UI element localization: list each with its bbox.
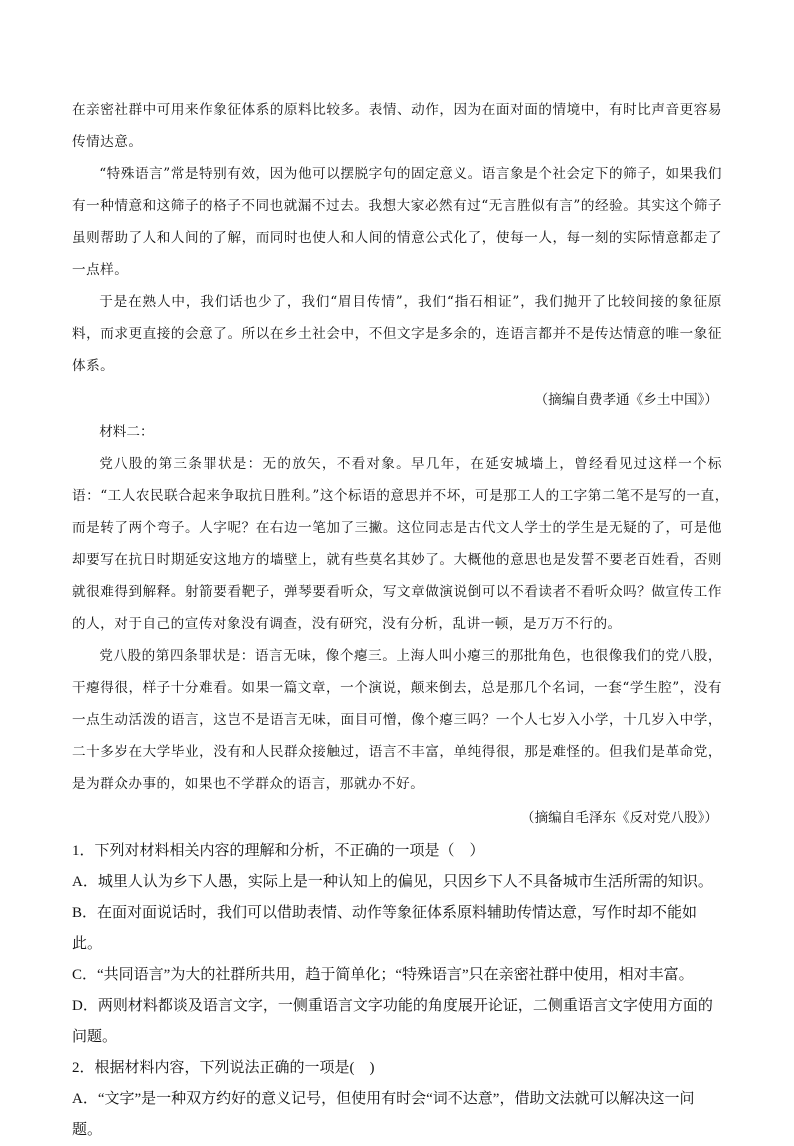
paragraph-intimate-community: 在亲密社群中可用来作象征体系的原料比较多。表情、动作，因为在面对面的情境中，有时比声音更容易传情达意。 [72, 102, 722, 150]
question-1-option-d: D．两则材料都谈及语言文字，一侧重语言文字功能的角度展开论证，二侧重语言文字使用方面的问题。 [72, 998, 713, 1045]
source-citation-two: （摘编自毛泽东《反对党八股》） [520, 810, 718, 826]
material-two-label: 材料二： [99, 424, 154, 440]
source-citation-one: （摘编自费孝通《乡土中国》） [534, 392, 718, 408]
material-two [72, 416, 737, 834]
questions-section [72, 836, 722, 1146]
question-1-option-b: B．在面对面说话时，我们可以借助表情、动作等象征体系原料辅助传情达意，写作时却不能如此。 [72, 905, 698, 952]
question-2-stem: 2．根据材料内容，下列说法正确的一项是( ) [72, 1060, 375, 1076]
question-2-option-a: A．“文字”是一种双方约好的意义记号，但使用有时会“词不达意”，借助文法就可以解决这一问题。 [72, 1091, 695, 1138]
material-one [72, 94, 722, 416]
paragraph-third-charge: 党八股的第三条罪状是：无的放矢，不看对象。早几年，在延安城墙上，曾经看见过这样一个标语：“工人农民联合起来争取抗日胜利。”这个标语的意思并不坏，可是那工人的工字第二笔不是写的一直， 而是转了两个弯子。人字呢？在右边一笔加了三撇。这位同志是古代文人学士的学生是无疑的了，可是他却要写在抗日时期延安这地方的墙壁上，就有些莫名其妙了。大概他的意思也是发誓不要老百姓看，否则就很难得到解释。射箭要看靶子，弹琴要看听众，写文章做演说倒可以不看读者不看听众吗？做宣传工作的人，对于自己的宣传对象没有调查，没有研究，没有分析，乱讲一顿，是万万不行的。 [72, 456, 737, 632]
paragraph-special-language: “特殊语言”常是特别有效，因为他可以摆脱字句的固定意义。语言象是个社会定下的筛子，如果我们有一种情意和这筛子的格子不同也就漏不过去。我想大家必然有过“无言胜似有言”的经验。其实这个筛子虽则帮助了人和人间的了解，而同时也使人和人间的情意公式化了，使每一人，每一刻的实际情意都走了一点样。 [72, 166, 722, 278]
question-1-stem: 1．下列对材料相关内容的理解和分析，不正确的一项是（ ） [72, 843, 485, 859]
question-1-option-a: A．城里人认为乡下人愚，实际上是一种认知上的偏见，只因乡下人不具备城市生活所需的知识。 [72, 874, 713, 890]
paragraph-fourth-charge: 党八股的第四条罪状是：语言无味，像个瘪三。上海人叫小瘪三的那批角色，也很像我们的党八股，干瘪得很，样子十分难看。如果一篇文章，一个演说，颠来倒去，总是那几个名词，一套“学生腔”，没有一点生动活泼的语言，这岂不是语言无味，面目可憎，像个瘪三吗？一个人七岁入小学，十几岁入中学，二十多岁在大学毕业，没有和人民群众接触过，语言不丰富，单纯得很，那是难怪的。但我们是革命党，是为群众办事的，如果也不学群众的语言，那就办不好。 [72, 648, 722, 792]
paragraph-acquaintances: 于是在熟人中，我们话也少了，我们“眉目传情”，我们“指石相证”，我们抛开了比较间接的象征原料，而求更直接的会意了。所以在乡土社会中，不但文字是多余的，连语言都并不是传达情意的唯一象征体系。 [72, 294, 722, 374]
question-1-option-c: C．“共同语言”为大的社群所共用，趋于简单化；“特殊语言”只在亲密社群中使用，相对丰富。 [72, 967, 694, 983]
